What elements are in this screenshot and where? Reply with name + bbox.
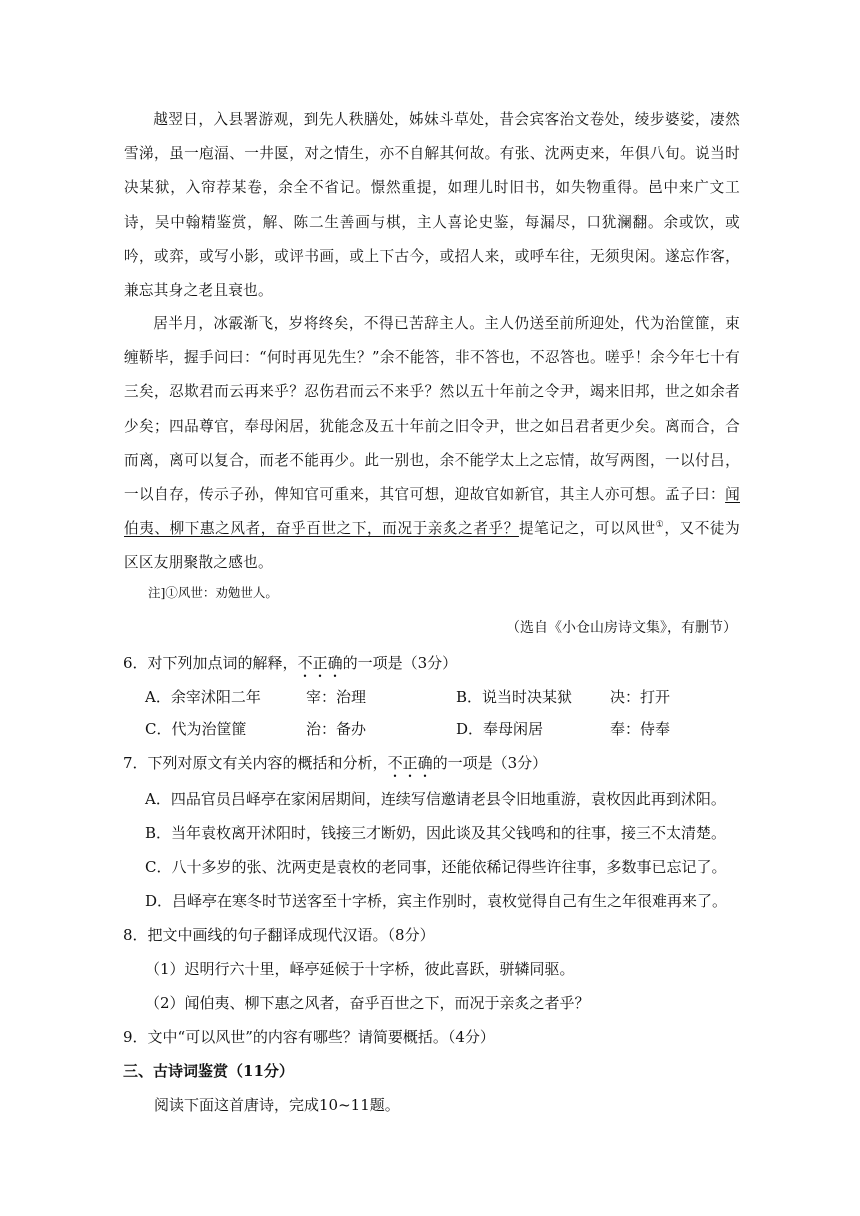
q7-option-a: A．四品官员吕峄亭在家闲居期间，连续写信邀请老县令旧地重游，袁枚因此再到沭阳。 xyxy=(145,790,726,808)
q7-emphasis: 不正确 xyxy=(387,754,433,772)
q6-option-d-gloss: 奉：侍奉 xyxy=(610,720,671,738)
q7-number: 7． xyxy=(123,754,148,772)
q6-option-a: A．余宰沭阳二年 xyxy=(145,688,261,706)
paragraph-2-text: 居半月，冰霰渐飞，岁将终矣，不得已苦辞主人。主人仍送至前所迎处，代为治筐篚，束缠鞒毕，握手问曰：“何时再见先生？”余不能答，非不答也，不忍答也。嗟乎！余今年七十有三矣，忍欺君而云再来乎？忍伤君而云不来乎？然以五十年前之令尹，竭来旧邦，世之如余者少矣；四品尊官，奉母闲居，犹能念及五十年前之旧令尹，世之如吕君者更少矣。离而合，合而离，离可以复合，而老不能再少。此一别也，余不能学太上之忘情，故写两图，一以付吕，一以自存，传示子孙，俾知官可重来，其官可想，迎故官如新官，其主人亦可想。孟子曰： xyxy=(124,315,740,504)
q6-option-c-gloss: 治：备办 xyxy=(306,720,367,738)
question-6-stem xyxy=(123,652,457,681)
q8-sentence-2: （2）闻伯夷、柳下惠之风者，奋乎百世之下，而况于亲炙之者乎？ xyxy=(145,994,590,1012)
q7-option-c: C．八十多岁的张、沈两吏是袁枚的老同事，还能依稀记得些许往事，多数事已忘记了。 xyxy=(145,858,727,876)
source-citation: （选自《小仓山房诗文集》，有删节） xyxy=(506,620,737,636)
paragraph-2-end: ，又不徒为区区友朋聚散之感也。 xyxy=(124,520,740,572)
q8-sentence-1: （1）迟明行六十里，峄亭延候于十字桥，彼此喜跃，骈辚同驱。 xyxy=(145,960,575,978)
q6-pre: 对下列加点词的解释， xyxy=(147,654,298,672)
q7-option-d: D．吕峄亭在寒冬时节送客至十字桥，宾主作别时，袁枚觉得自己有生之年很难再来了。 xyxy=(145,892,728,910)
footnote-marker: ① xyxy=(655,520,665,531)
question-9-stem: 9．文中“可以风世”的内容有哪些？请简要概括。（4分） xyxy=(123,1028,495,1046)
section-3-intro: 阅读下面这首唐诗，完成10~11题。 xyxy=(154,1096,400,1114)
q6-emphasis: 不正确 xyxy=(297,654,343,672)
q7-pre: 下列对原文有关内容的概括和分析， xyxy=(147,754,388,772)
q6-option-b: B．说当时决某狱 xyxy=(456,688,573,706)
passage-paragraph-1: 越翌日，入县署游观，到先人秩膳处，姊妹斗草处，昔会宾客治文卷处，绫步婆娑，凄然雪涕，虽一庖湢、一井匽，对之情生，亦不自解其何故。有张、沈两吏来，年俱八旬。说当时决某狱，入帘荐某卷，余全不省记。憬然重提，如理儿时旧书，如失物重得。邑中来广文工诗，吴中翰精鉴赏，解、陈二生善画与棋，主人喜论史鉴，每漏尽，口犹澜翻。余或饮，或吟，或弈，或写小影，或评书画，或上下古今，或招人来，或呼车往，无须臾闲。遂忘作客，兼忘其身之老且衰也。 xyxy=(124,111,740,300)
paragraph-2-continued: 提笔记之，可以风世 xyxy=(518,520,656,538)
q6-option-a-gloss: 宰：治理 xyxy=(306,688,367,706)
section-3-title: 三、古诗词鉴赏（11分） xyxy=(123,1062,294,1080)
q7-post: 的一项是（3分） xyxy=(432,754,548,772)
q6-number: 6． xyxy=(123,654,148,672)
passage-paragraph-2 xyxy=(124,307,740,581)
footnote: 注]①风世：劝勉世人。 xyxy=(148,585,278,600)
q6-option-d: D．奉母闲居 xyxy=(456,720,544,738)
q7-option-b: B．当年袁枚离开沭阳时，钱接三才断奶，因此谈及其父钱鸣和的往事，接三不太清楚。 xyxy=(145,824,727,842)
q6-option-c: C．代为治筐篚 xyxy=(145,720,247,738)
q6-post: 的一项是（3分） xyxy=(342,654,458,672)
q6-option-b-gloss: 决：打开 xyxy=(610,688,671,706)
question-8-stem: 8．把文中画线的句子翻译成现代汉语。（8分） xyxy=(123,926,435,944)
underlined-sentence: 闻伯夷、柳下惠之风者，奋乎百世之下，而况于亲炙之者乎？ xyxy=(124,486,740,538)
question-7-stem xyxy=(123,752,547,781)
